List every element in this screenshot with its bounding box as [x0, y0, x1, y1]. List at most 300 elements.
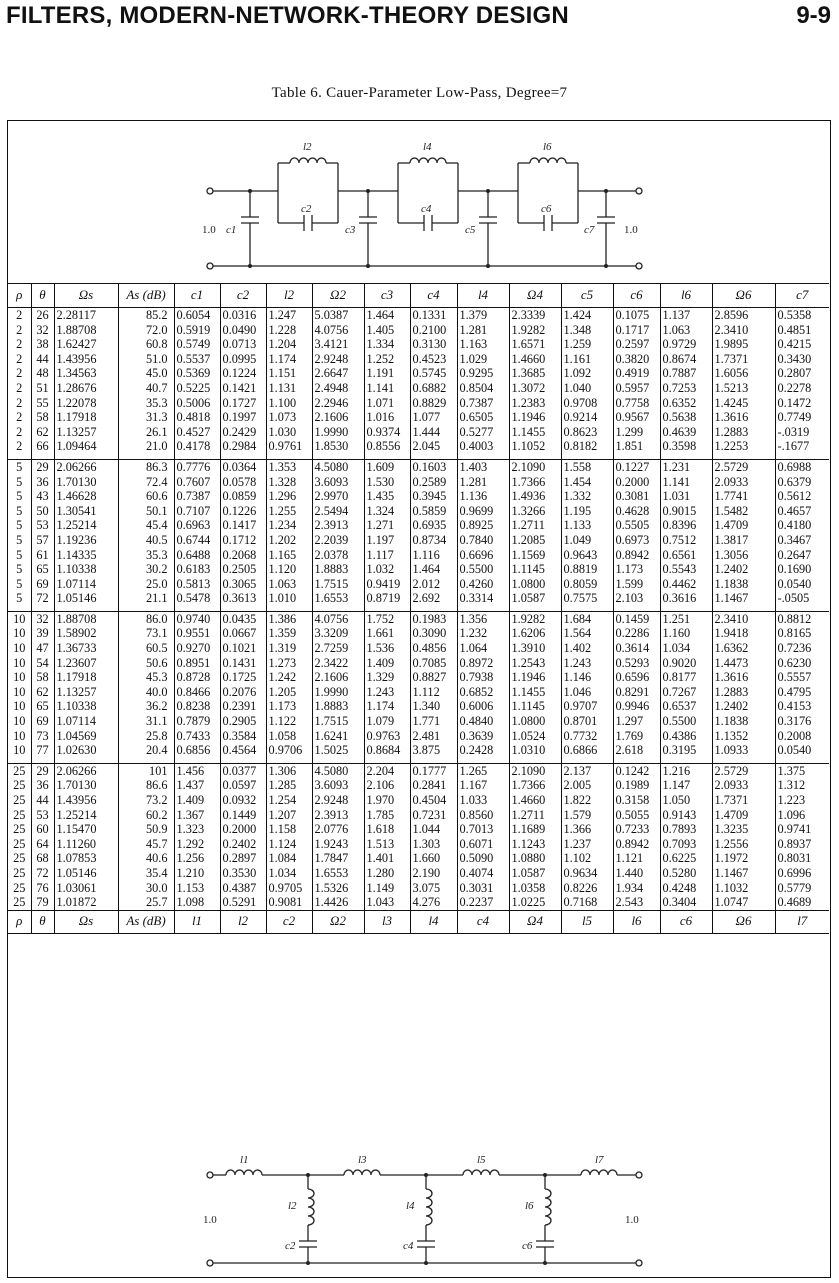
table-cell: 5 [16, 591, 23, 606]
column-header: Ω2 [312, 284, 364, 308]
table-cell: 0.0316 [220, 308, 266, 323]
table-cell: 1.435 [364, 489, 410, 504]
table-cell: 45.3 [118, 670, 174, 685]
table-cell: 1.1052 [509, 439, 561, 454]
table-cell: 0.8819 [561, 562, 613, 577]
table-cell: 1.174 [364, 699, 410, 714]
table-cell: 32 [31, 323, 54, 338]
table-cell: 0.2589 [410, 475, 457, 490]
table-cell: 2.543 [613, 895, 660, 910]
table-cell: 1.05146 [54, 591, 118, 606]
table-cell: 0.7938 [457, 670, 509, 685]
table-cell: 0.1242 [613, 763, 660, 778]
table-cell: 1.102 [561, 851, 613, 866]
table-cell: 4.0756 [312, 611, 364, 626]
table-cell: 1.36733 [54, 641, 118, 656]
table-cell: 25 [13, 880, 26, 895]
table-cell: 0.8059 [561, 577, 613, 592]
table-cell: 29 [31, 763, 54, 778]
table-cell: 3.6093 [312, 778, 364, 793]
table-cell: 0.4628 [613, 504, 660, 519]
table-cell: 0.0578 [220, 475, 266, 490]
table-cell: 0.1690 [775, 562, 829, 577]
table-cell: 0.7879 [174, 714, 220, 729]
column-header: Ω4 [509, 284, 561, 308]
table-cell: 2 [16, 366, 23, 381]
table-cell: 0.1603 [410, 459, 457, 474]
table-cell: 1.251 [660, 611, 712, 626]
table-cell: 2 [16, 395, 23, 410]
table-cell: 1.124 [266, 837, 312, 852]
table-cell: 1.137 [660, 308, 712, 323]
table-cell: 36 [31, 475, 54, 490]
table-cell: 0.4153 [775, 699, 829, 714]
table-cell: 1.029 [457, 352, 509, 367]
table-cell: 1.13257 [54, 685, 118, 700]
table-cell: 1.405 [364, 323, 410, 338]
table-cell: 0.5225 [174, 381, 220, 396]
table-cell: 0.4527 [174, 425, 220, 440]
table-cell: 1.464 [410, 562, 457, 577]
table-cell: 1.034 [266, 866, 312, 881]
table-cell: 1.4709 [712, 808, 775, 823]
table-cell: 3.6093 [312, 475, 364, 490]
table-cell: 1.210 [174, 866, 220, 881]
table-cell: 1.661 [364, 626, 410, 641]
table-cell: 0.8701 [561, 714, 613, 729]
table-cell: 1.456 [174, 763, 220, 778]
table-cell: 65 [31, 699, 54, 714]
table-cell: 0.3467 [775, 533, 829, 548]
table-cell: 1.579 [561, 808, 613, 823]
table-cell: 1.146 [561, 670, 613, 685]
table-cell: 1.3616 [712, 410, 775, 425]
column-header: c1 [174, 284, 220, 308]
table-cell: 1.609 [364, 459, 410, 474]
table-cell: 31.1 [118, 714, 174, 729]
table-cell: 58 [31, 410, 54, 425]
table-cell: 1.771 [410, 714, 457, 729]
table-cell: 1.160 [660, 626, 712, 641]
table-cell: 1.09464 [54, 439, 118, 454]
table-cell: 0.4689 [775, 895, 829, 910]
table-cell: 0.3598 [660, 439, 712, 454]
table-cell: 0.3639 [457, 729, 509, 744]
table-cell: 1.285 [266, 778, 312, 793]
table-cell: 35.3 [118, 548, 174, 563]
table-cell: 1.340 [410, 699, 457, 714]
table-cell: 2.9970 [312, 489, 364, 504]
table-cell: 2.0933 [712, 778, 775, 793]
table-cell: 0.1997 [220, 410, 266, 425]
table-cell: 0.1226 [220, 504, 266, 519]
table-footer-header-row [8, 910, 829, 933]
table-cell: 1.6362 [712, 641, 775, 656]
table-cell: 0.5478 [174, 591, 220, 606]
table-cell: 2 [16, 424, 23, 439]
table-cell: 1.1467 [712, 591, 775, 606]
table-cell: 1.173 [266, 699, 312, 714]
table-cell: 0.8238 [174, 699, 220, 714]
table-cell: 1.0880 [509, 851, 561, 866]
table-cell: 0.5749 [174, 337, 220, 352]
table-cell: 2.0378 [312, 548, 364, 563]
table-cell: 0.5957 [613, 381, 660, 396]
table-cell: 0.4840 [457, 714, 509, 729]
table-cell: 31.3 [118, 410, 174, 425]
table-caption: Table 6. Cauer-Parameter Low-Pass, Degree=7 [271, 85, 568, 101]
table-cell: 1.1838 [712, 577, 775, 592]
table-cell: 25 [13, 836, 26, 851]
column-header: c2 [220, 284, 266, 308]
table-cell: 2.3422 [312, 656, 364, 671]
table-cell: 0.9706 [266, 743, 312, 758]
table-cell: 1.281 [457, 323, 509, 338]
table-cell: 0.1712 [220, 533, 266, 548]
table-cell: 1.191 [364, 366, 410, 381]
label-left-termination: 1.0 [202, 224, 216, 236]
table-cell: 0.9419 [364, 577, 410, 592]
table-cell: 36.2 [118, 699, 174, 714]
table-cell: 0.8827 [410, 670, 457, 685]
table-cell: 1.7371 [712, 793, 775, 808]
table-cell: 1.265 [457, 763, 509, 778]
table-cell: 60.6 [118, 489, 174, 504]
table-cell: 1.096 [775, 808, 829, 823]
table-cell: 64 [31, 837, 54, 852]
top-circuit-schematic [8, 121, 829, 281]
table-cell: 1.2883 [712, 685, 775, 700]
table-cell: 36 [31, 778, 54, 793]
table-cell: 1.379 [457, 308, 509, 323]
table-cell: 2.2946 [312, 396, 364, 411]
table-cell: 1.174 [266, 352, 312, 367]
table-cell: 1.1455 [509, 425, 561, 440]
table-cell: 1.0524 [509, 729, 561, 744]
table-cell: 1.04569 [54, 729, 118, 744]
table-cell: 1.14335 [54, 548, 118, 563]
label-l6-shunt: l6 [525, 1200, 534, 1212]
table-cell: 1.243 [364, 685, 410, 700]
table-cell: 25 [8, 763, 31, 778]
table-cell: 1.117 [364, 548, 410, 563]
table-cell: 1.17918 [54, 410, 118, 425]
table-cell: 1.9895 [712, 337, 775, 352]
table-cell: 2 [16, 308, 23, 322]
table-cell: 2.3913 [312, 808, 364, 823]
table-cell: 1.120 [266, 562, 312, 577]
table-cell: 69 [31, 577, 54, 592]
table-cell: 0.6744 [174, 533, 220, 548]
table-cell: 1.4245 [712, 396, 775, 411]
table-cell: 0.7776 [174, 459, 220, 474]
table-cell: 1.7366 [509, 475, 561, 490]
table-cell: 1.079 [364, 714, 410, 729]
table-cell: 2.106 [364, 778, 410, 793]
column-header: c4 [410, 284, 457, 308]
table-cell: 0.3195 [660, 743, 712, 758]
table-cell: 0.5919 [174, 323, 220, 338]
table-cell: 0.6696 [457, 548, 509, 563]
label-c7: c7 [584, 224, 595, 236]
table-cell: 32 [31, 611, 54, 626]
table-cell: 4.0756 [312, 323, 364, 338]
table-cell: 1.07114 [54, 714, 118, 729]
table-cell: 0.7433 [174, 729, 220, 744]
table-cell: 0.0377 [220, 763, 266, 778]
table-cell: 38 [31, 337, 54, 352]
table-cell: 1.324 [364, 504, 410, 519]
table-cell: 0.2237 [457, 895, 509, 910]
table-cell: 47 [31, 641, 54, 656]
table-cell: 0.3176 [775, 714, 829, 729]
label-l2-shunt: l2 [288, 1200, 297, 1212]
table-cell: 1.785 [364, 808, 410, 823]
table-cell: 50 [31, 504, 54, 519]
table-row [8, 656, 829, 671]
table-row [8, 548, 829, 563]
table-cell: 1.401 [364, 851, 410, 866]
table-cell: 1.934 [613, 881, 660, 896]
table-cell: 0.1331 [410, 308, 457, 323]
column-header: l3 [364, 910, 410, 933]
table-cell: 0.3584 [220, 729, 266, 744]
table-row [8, 866, 829, 881]
table-cell: 5 [16, 518, 23, 533]
table-row [8, 308, 829, 323]
table-cell: 1.2543 [509, 656, 561, 671]
table-cell: 5.0387 [312, 308, 364, 323]
table-cell: 1.098 [174, 895, 220, 910]
table-cell: 1.7371 [712, 352, 775, 367]
table-cell: 0.1459 [613, 611, 660, 626]
table-cell: 1.6553 [312, 591, 364, 606]
table-cell: 0.9729 [660, 337, 712, 352]
label-c6: c6 [541, 203, 552, 215]
table-cell: 0.5291 [220, 895, 266, 910]
table-cell: 0.8734 [410, 533, 457, 548]
table-cell: 1.0800 [509, 714, 561, 729]
table-cell: 1.323 [174, 822, 220, 837]
table-cell: 1.3817 [712, 533, 775, 548]
table-row [8, 837, 829, 852]
table-row [8, 577, 829, 592]
table-cell: 0.5745 [410, 366, 457, 381]
table-cell: 1.4473 [712, 656, 775, 671]
table-cell: 0.4657 [775, 504, 829, 519]
table-cell: 21.1 [118, 591, 174, 606]
table-cell: 0.9741 [775, 822, 829, 837]
table-cell: 1.1145 [509, 699, 561, 714]
table-cell: 0.7267 [660, 685, 712, 700]
table-cell: 2.1606 [312, 670, 364, 685]
table-cell: 2.0776 [312, 822, 364, 837]
table-cell: 25.0 [118, 577, 174, 592]
table-cell: 1.2556 [712, 837, 775, 852]
table-cell: 1.8883 [312, 699, 364, 714]
table-row [8, 396, 829, 411]
table-cell: 1.232 [457, 626, 509, 641]
table-cell: 1.530 [364, 475, 410, 490]
table-cell: 1.234 [266, 518, 312, 533]
table-cell: 1.242 [266, 670, 312, 685]
table-cell: 1.2085 [509, 533, 561, 548]
table-cell: 2 [16, 380, 23, 395]
table-cell: 0.3314 [457, 591, 509, 606]
table-cell: 1.01872 [54, 895, 118, 910]
table-cell: 0.5859 [410, 504, 457, 519]
table-cell: 1.122 [266, 714, 312, 729]
table-cell: 0.7093 [660, 837, 712, 852]
table-cell: 0.9081 [266, 895, 312, 910]
table-cell: 0.7387 [174, 489, 220, 504]
table-cell: 1.7847 [312, 851, 364, 866]
table-row [8, 670, 829, 685]
table-cell: 1.2711 [509, 518, 561, 533]
label-right-termination-bottom: 1.0 [625, 1214, 639, 1226]
table-cell: 1.4660 [509, 793, 561, 808]
table-cell: 1.386 [266, 611, 312, 626]
table-cell: 1.204 [266, 337, 312, 352]
column-header: ρ [8, 284, 31, 308]
table-cell: 1.173 [613, 562, 660, 577]
table-cell: 1.297 [613, 714, 660, 729]
table-row [8, 851, 829, 866]
table-cell: 0.8556 [364, 439, 410, 454]
table-cell: 85.2 [118, 308, 174, 323]
table-cell: 1.197 [364, 533, 410, 548]
table-cell: 2.190 [410, 866, 457, 881]
table-cell: 0.2278 [775, 381, 829, 396]
table-cell: 0.3945 [410, 489, 457, 504]
table-cell: 0.1983 [410, 611, 457, 626]
table-cell: 73.2 [118, 793, 174, 808]
table-cell: 0.4919 [613, 366, 660, 381]
column-header: Ωs [54, 910, 118, 933]
table-cell: 1.8883 [312, 562, 364, 577]
table-cell: 1.970 [364, 793, 410, 808]
table-cell: 0.1075 [613, 308, 660, 323]
table-cell: 1.046 [561, 685, 613, 700]
table-cell: 0.8226 [561, 881, 613, 896]
table-cell: 1.2711 [509, 808, 561, 823]
table-cell: 1.6571 [509, 337, 561, 352]
table-cell: 60.5 [118, 641, 174, 656]
table-cell: 0.5358 [775, 308, 829, 323]
table-cell: 1.366 [561, 822, 613, 837]
table-cell: 3.875 [410, 743, 457, 758]
table-cell: 0.4856 [410, 641, 457, 656]
table-cell: 40.7 [118, 381, 174, 396]
table-cell: 4.5080 [312, 459, 364, 474]
label-c2-shunt: c2 [285, 1240, 296, 1252]
column-header: l2 [220, 910, 266, 933]
table-cell: 3.4121 [312, 337, 364, 352]
column-header: l1 [174, 910, 220, 933]
table-cell: 0.6379 [775, 475, 829, 490]
table-cell: 0.9708 [561, 396, 613, 411]
table-cell: 2.481 [410, 729, 457, 744]
table-cell: 1.032 [364, 562, 410, 577]
table-cell: 0.2100 [410, 323, 457, 338]
table-cell: 1.6206 [509, 626, 561, 641]
table-cell: 39 [31, 626, 54, 641]
table-cell: 0.7231 [410, 808, 457, 823]
table-row [8, 641, 829, 656]
table-cell: 1.2883 [712, 425, 775, 440]
table-cell: 1.4660 [509, 352, 561, 367]
table-cell: 0.4074 [457, 866, 509, 881]
table-cell: 1.136 [457, 489, 509, 504]
table-cell: 0.0932 [220, 793, 266, 808]
table-row [8, 381, 829, 396]
table-cell: 0.6488 [174, 548, 220, 563]
table-cell: 1.050 [660, 793, 712, 808]
table-row [8, 459, 829, 474]
table-cell: 0.0713 [220, 337, 266, 352]
table-row [8, 626, 829, 641]
table-cell: 1.254 [266, 793, 312, 808]
table-cell: 2 [16, 322, 23, 337]
table-cell: 0.3613 [220, 591, 266, 606]
table-cell: 1.454 [561, 475, 613, 490]
table-cell: 30.2 [118, 562, 174, 577]
table-cell: 2 [16, 439, 23, 454]
table-cell: 1.334 [364, 337, 410, 352]
table-cell: 1.319 [266, 641, 312, 656]
table-cell: 1.7515 [312, 577, 364, 592]
table-cell: 1.444 [410, 425, 457, 440]
table-cell: 1.280 [364, 866, 410, 881]
table-cell: 1.0747 [712, 895, 775, 910]
label-l4: l4 [423, 141, 432, 153]
table-cell: 0.8674 [660, 352, 712, 367]
table-cell: 0.7085 [410, 656, 457, 671]
table-cell: 1.409 [174, 793, 220, 808]
table-cell: 1.9990 [312, 685, 364, 700]
table-cell: 0.8812 [775, 611, 829, 626]
table-row [8, 822, 829, 837]
table-cell: 40.0 [118, 685, 174, 700]
table-cell: 1.6056 [712, 366, 775, 381]
table-cell: 1.28676 [54, 381, 118, 396]
table-cell: 0.9761 [266, 439, 312, 454]
table-cell: 1.684 [561, 611, 613, 626]
table-cell: 10 [13, 626, 26, 641]
table-cell: 0.6352 [660, 396, 712, 411]
table-cell: 0.2068 [220, 548, 266, 563]
column-header: Ω6 [712, 910, 775, 933]
table-cell: 1.17918 [54, 670, 118, 685]
table-cell: 1.9243 [312, 837, 364, 852]
table-cell: 1.424 [561, 308, 613, 323]
table-cell: 1.752 [364, 611, 410, 626]
table-cell: 0.3130 [410, 337, 457, 352]
table-cell: 1.2402 [712, 562, 775, 577]
table-cell: 0.4818 [174, 410, 220, 425]
table-cell: 0.5090 [457, 851, 509, 866]
table-cell: 1.22078 [54, 396, 118, 411]
table-cell: 25.7 [118, 895, 174, 910]
table-cell: 1.0800 [509, 577, 561, 592]
table-cell: 54 [31, 656, 54, 671]
table-cell: 1.312 [775, 778, 829, 793]
table-row [8, 439, 829, 454]
table-cell: 0.8925 [457, 518, 509, 533]
table-cell: 0.5612 [775, 489, 829, 504]
table-cell: 0.8560 [457, 808, 509, 823]
table-cell: 51 [31, 381, 54, 396]
